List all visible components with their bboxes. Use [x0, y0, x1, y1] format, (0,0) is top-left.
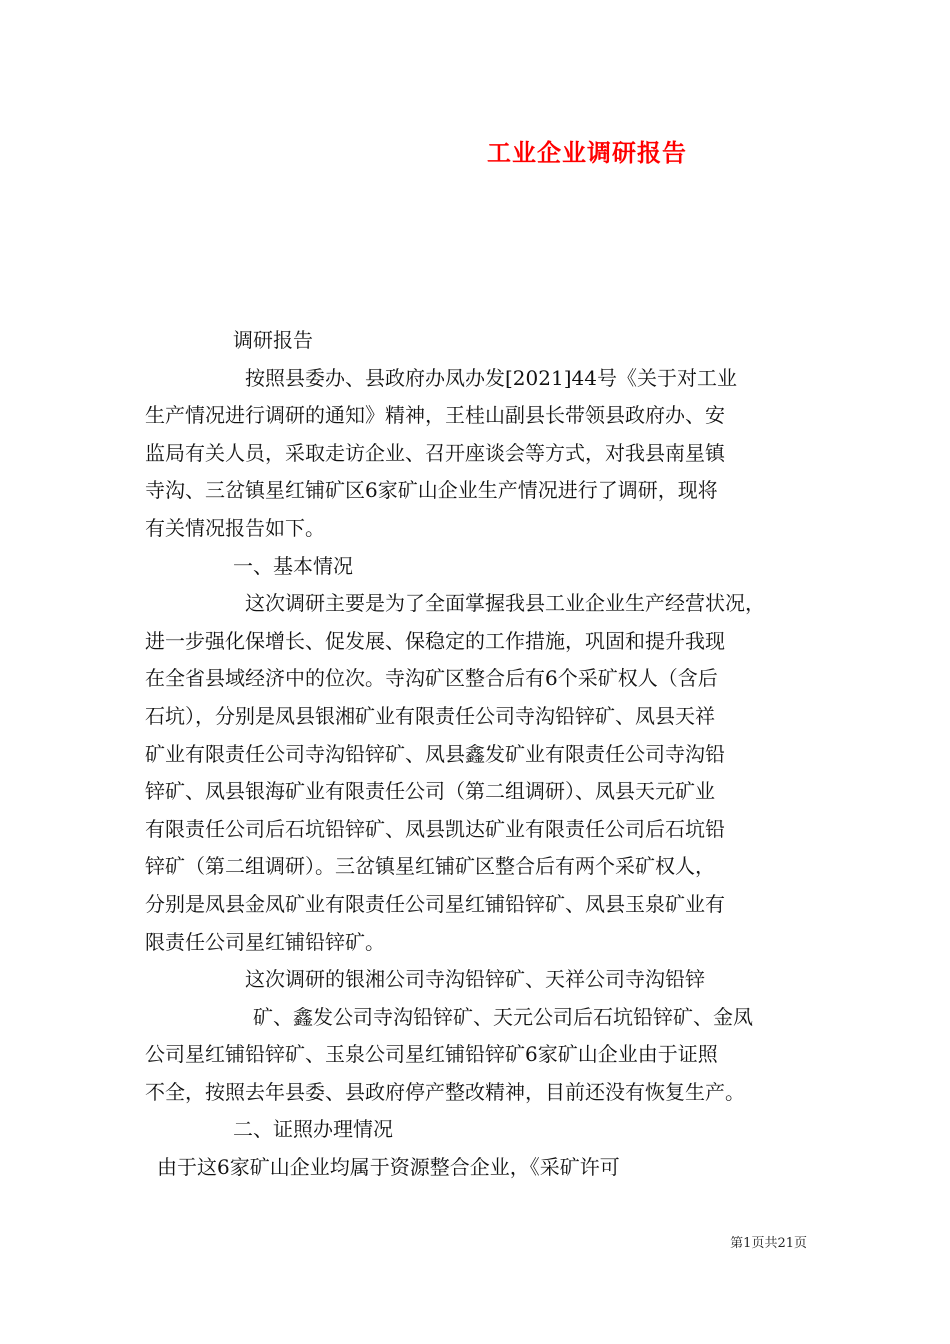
paragraph-line: 进一步强化保增长、促发展、保稳定的工作措施，巩固和提升我现	[145, 628, 725, 653]
paragraph-line: 分别是凤县金凤矿业有限责任公司星红铺铅锌矿、凤县玉泉矿业有	[145, 891, 725, 916]
paragraph-line: 矿业有限责任公司寺沟铅锌矿、凤县鑫发矿业有限责任公司寺沟铅	[145, 741, 725, 766]
paragraph-line: 矿、鑫发公司寺沟铅锌矿、天元公司后石坑铅锌矿、金凤	[253, 1004, 753, 1029]
paragraph-line: 这次调研的银湘公司寺沟铅锌矿、天祥公司寺沟铅锌	[245, 967, 705, 992]
paragraph-line: 有限责任公司后石坑铅锌矿、凤县凯达矿业有限责任公司后石坑铅	[145, 816, 725, 841]
section-heading: 二、证照办理情况	[233, 1117, 393, 1142]
paragraph-line: 这次调研主要是为了全面掌握我县工业企业生产经营状况，	[245, 591, 765, 616]
page-number: 第1页共21页	[730, 1236, 807, 1251]
paragraph-line: 公司星红铺铅锌矿、玉泉公司星红铺铅锌矿6家矿山企业由于证照	[145, 1042, 718, 1067]
paragraph-line: 由于这6家矿山企业均属于资源整合企业，《采矿许可	[157, 1155, 620, 1180]
paragraph-line: 锌矿、凤县银海矿业有限责任公司（第二组调研）、凤县天元矿业	[145, 779, 715, 804]
paragraph-line: 石坑），分别是凤县银湘矿业有限责任公司寺沟铅锌矿、凤县天祥	[145, 703, 715, 728]
paragraph-line: 在全省县域经济中的位次。寺沟矿区整合后有6个采矿权人（含后	[145, 666, 718, 691]
paragraph-line: 寺沟、三岔镇星红铺矿区6家矿山企业生产情况进行了调研，现将	[145, 478, 718, 503]
paragraph-line: 按照县委办、县政府办凤办发[2021]44号《关于对工业	[245, 365, 737, 390]
paragraph-line: 不全，按照去年县委、县政府停产整改精神，目前还没有恢复生产。	[145, 1079, 745, 1104]
report-subtitle: 调研报告	[233, 328, 313, 352]
paragraph-line: 监局有关人员，采取走访企业、召开座谈会等方式，对我县南星镇	[145, 440, 725, 465]
document-body	[145, 322, 815, 1187]
document-title: 工业企业调研报告	[487, 138, 687, 167]
paragraph-line: 限责任公司星红铺铅锌矿。	[145, 929, 385, 954]
paragraph-line: 有关情况报告如下。	[145, 515, 325, 540]
paragraph-line: 锌矿（第二组调研）。三岔镇星红铺矿区整合后有两个采矿权人，	[145, 854, 715, 879]
section-heading: 一、基本情况	[233, 553, 353, 578]
paragraph-line: 生产情况进行调研的通知》精神，王桂山副县长带领县政府办、安	[145, 403, 725, 428]
